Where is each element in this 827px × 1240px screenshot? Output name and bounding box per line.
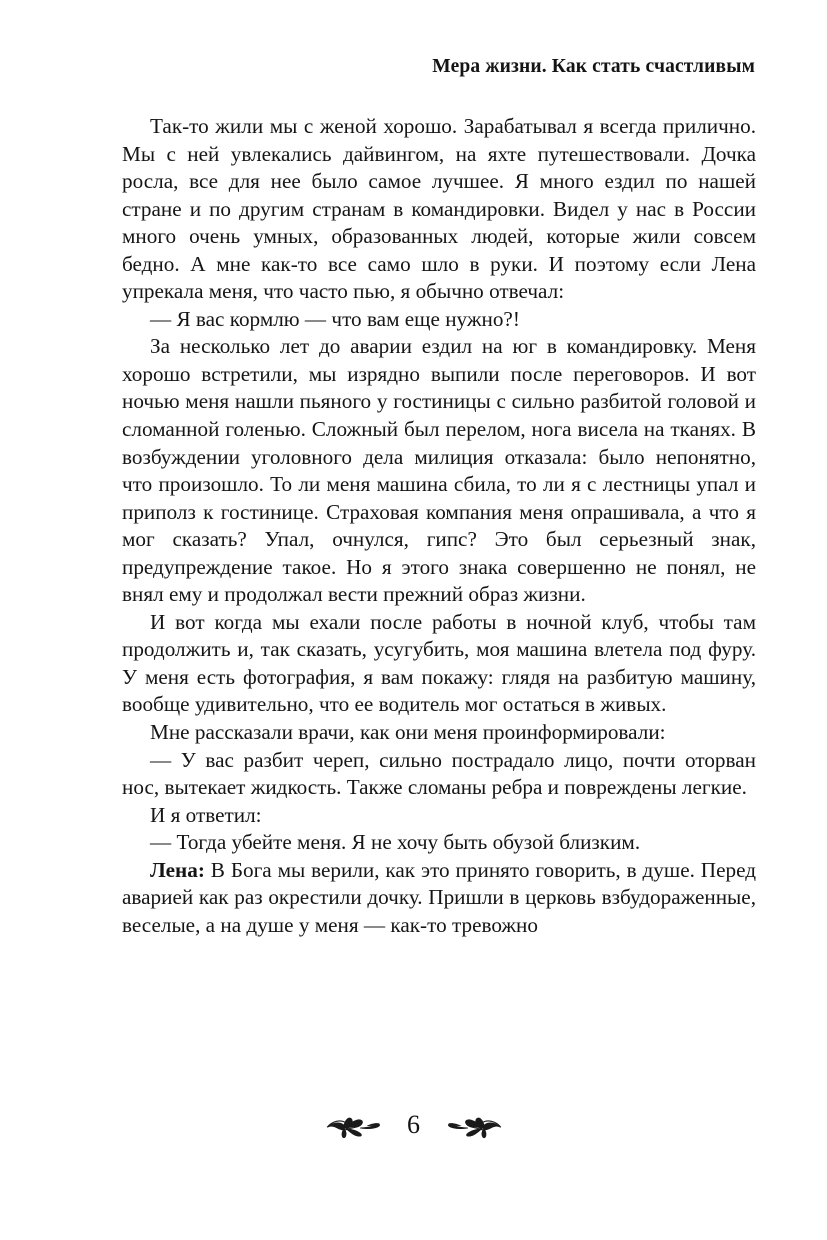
paragraph-dialogue: — Я вас кормлю — что вам еще нужно?! [150,306,520,331]
running-header: Мера жизни. Как стать счастливым [432,56,755,77]
paragraph: И я ответил: [150,802,262,827]
speaker-text: В Бога мы верили, как это принято говорить, в душе. Перед аварией как раз окрестили дочку. Пришли в церковь взбудораженные, веселые, а на душе у меня — как-то тревожно [122,857,756,937]
text-column [122,113,756,939]
paragraph: Так-то жили мы с женой хорошо. Зарабатывал я всегда прилично. Мы с ней увлекались дайвингом, на яхте путешествовали. Дочка росла, все для нее было самое лучшее. Я много ездил по нашей стране и по другим странам в командировки. Видел у нас в России много очень умных, образованных людей, которые жили совсем бедно. А мне как-то все само шло в руки. И поэтому если Лена упрекала меня, что часто пью, я обычно отвечал: [122,114,756,304]
page-footer [0,1108,827,1142]
speaker-label: Лена: [150,857,205,882]
leaf-flourish-icon [324,1108,386,1142]
paragraph: Мне рассказали врачи, как они меня проинформировали: [150,720,666,745]
paragraph: За несколько лет до аварии ездил на юг в командировку. Меня хорошо встретили, мы изрядно выпили после переговоров. И вот ночью меня нашли пьяного у гостиницы с сильно разбитой головой и сломанной голенью. Сложный был перелом, нога висела на тканях. В возбуждении уголовного дела милиция отказала: было непонятно, что произошло. То ли меня машина сбила, то ли я с лестницы упал и приполз к гостинице. Страховая компания меня опрашивала, а что я мог сказать? Упал, очнулся, гипс? Это был серьезный знак, предупреждение такое. Но я этого знака совершенно не понял, не внял ему и продолжал вести прежний образ жизни. [122,334,756,607]
paragraph: И вот когда мы ехали после работы в ночной клуб, чтобы там продолжить и, так сказать, усугубить, моя машина влетела под фуру. У меня есть фотография, я вам покажу: глядя на разбитую машину, вообще удивительно, что ее водитель мог остаться в живых. [122,609,756,717]
leaf-flourish-icon [442,1108,504,1142]
paragraph-speaker [122,857,756,940]
page-number: 6 [407,1110,420,1139]
paragraph-dialogue: — У вас разбит череп, сильно пострадало лицо, почти оторван нос, вытекает жидкость. Также сломаны ребра и повреждены легкие. [122,747,756,800]
paragraph-dialogue: — Тогда убейте меня. Я не хочу быть обузой близким. [150,830,641,855]
